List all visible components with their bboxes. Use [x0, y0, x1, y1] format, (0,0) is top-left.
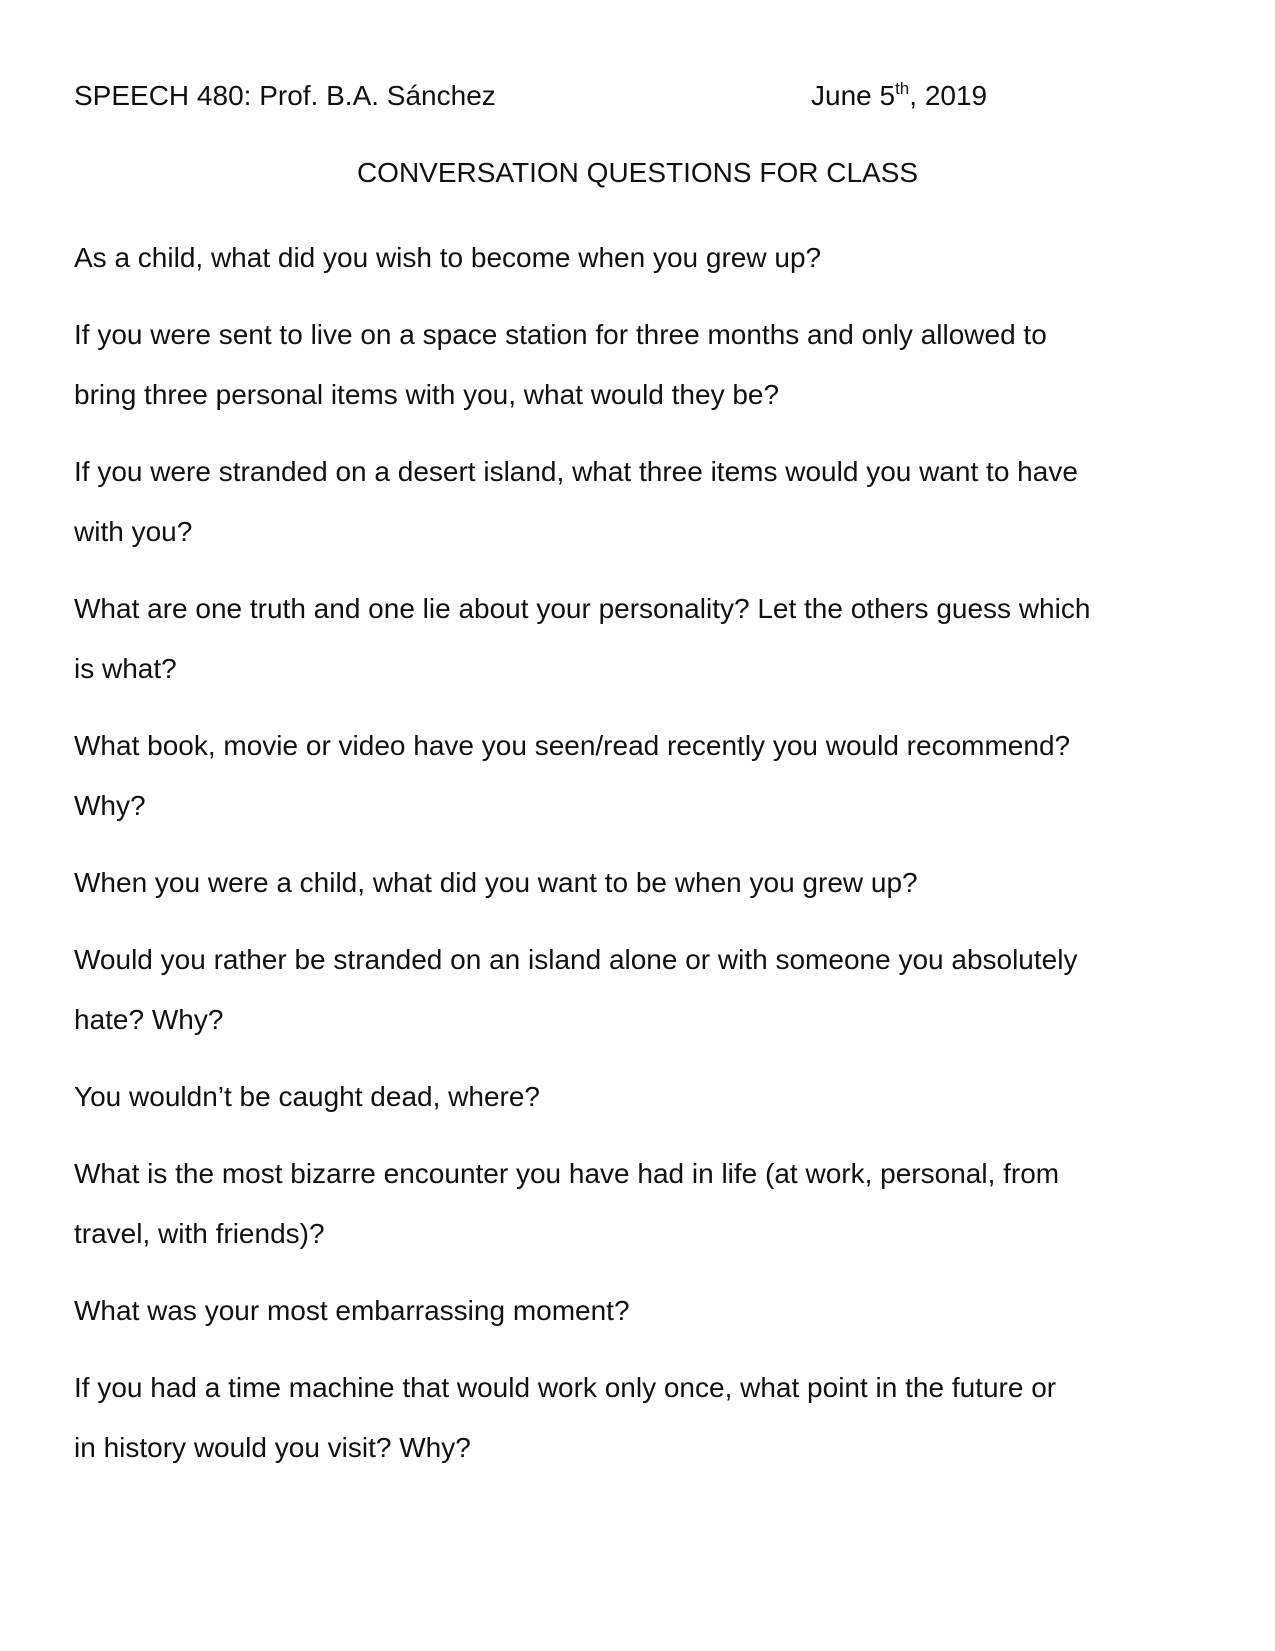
question-item	[74, 853, 1204, 913]
question-text-line: If you were sent to live on a space station for three months and only allowed to	[74, 319, 1047, 350]
question-text-line: with you?	[74, 516, 193, 547]
question-item	[74, 1067, 1204, 1127]
question-text-line: Would you rather be stranded on an island alone or with someone you absolutely	[74, 944, 1078, 975]
question-text-line: What was your most embarrassing moment?	[74, 1295, 630, 1326]
question-text-line: You wouldn’t be caught dead, where?	[74, 1081, 540, 1112]
question-text-line: Why?	[74, 790, 146, 821]
question-text-line: bring three personal items with you, what would they be?	[74, 379, 780, 410]
date-ordinal-suffix: th	[895, 79, 910, 98]
course-info: SPEECH 480: Prof. B.A. Sánchez	[74, 80, 496, 111]
document-date	[811, 76, 987, 116]
question-text-line: travel, with friends)?	[74, 1218, 325, 1249]
question-item	[74, 442, 1204, 562]
question-item	[74, 930, 1204, 1050]
date-month-day: June 5	[811, 80, 896, 111]
date-year: , 2019	[909, 80, 988, 111]
question-item	[74, 1144, 1204, 1264]
question-text-line: As a child, what did you wish to become when you grew up?	[74, 242, 822, 273]
question-text-line: is what?	[74, 653, 177, 684]
question-text-line: hate? Why?	[74, 1004, 224, 1035]
question-text-line: When you were a child, what did you want to be when you grew up?	[74, 867, 918, 898]
question-item	[74, 305, 1204, 425]
question-text-line: What is the most bizarre encounter you have had in life (at work, personal, from	[74, 1158, 1060, 1189]
question-item	[74, 579, 1204, 699]
question-item	[74, 716, 1204, 836]
question-text-line: What are one truth and one lie about your personality? Let the others guess which	[74, 593, 1091, 624]
document-title: CONVERSATION QUESTIONS FOR CLASS	[356, 157, 919, 188]
question-text-line: What book, movie or video have you seen/read recently you would recommend?	[74, 730, 1071, 761]
question-text-line: If you were stranded on a desert island, what three items would you want to have	[74, 456, 1078, 487]
question-item	[74, 228, 1204, 288]
document-header	[74, 76, 1204, 116]
question-item	[74, 1281, 1204, 1341]
question-list	[74, 228, 1204, 1495]
question-text-line: in history would you visit? Why?	[74, 1432, 471, 1463]
question-text-line: If you had a time machine that would work only once, what point in the future or	[74, 1372, 1057, 1403]
question-item	[74, 1358, 1204, 1478]
